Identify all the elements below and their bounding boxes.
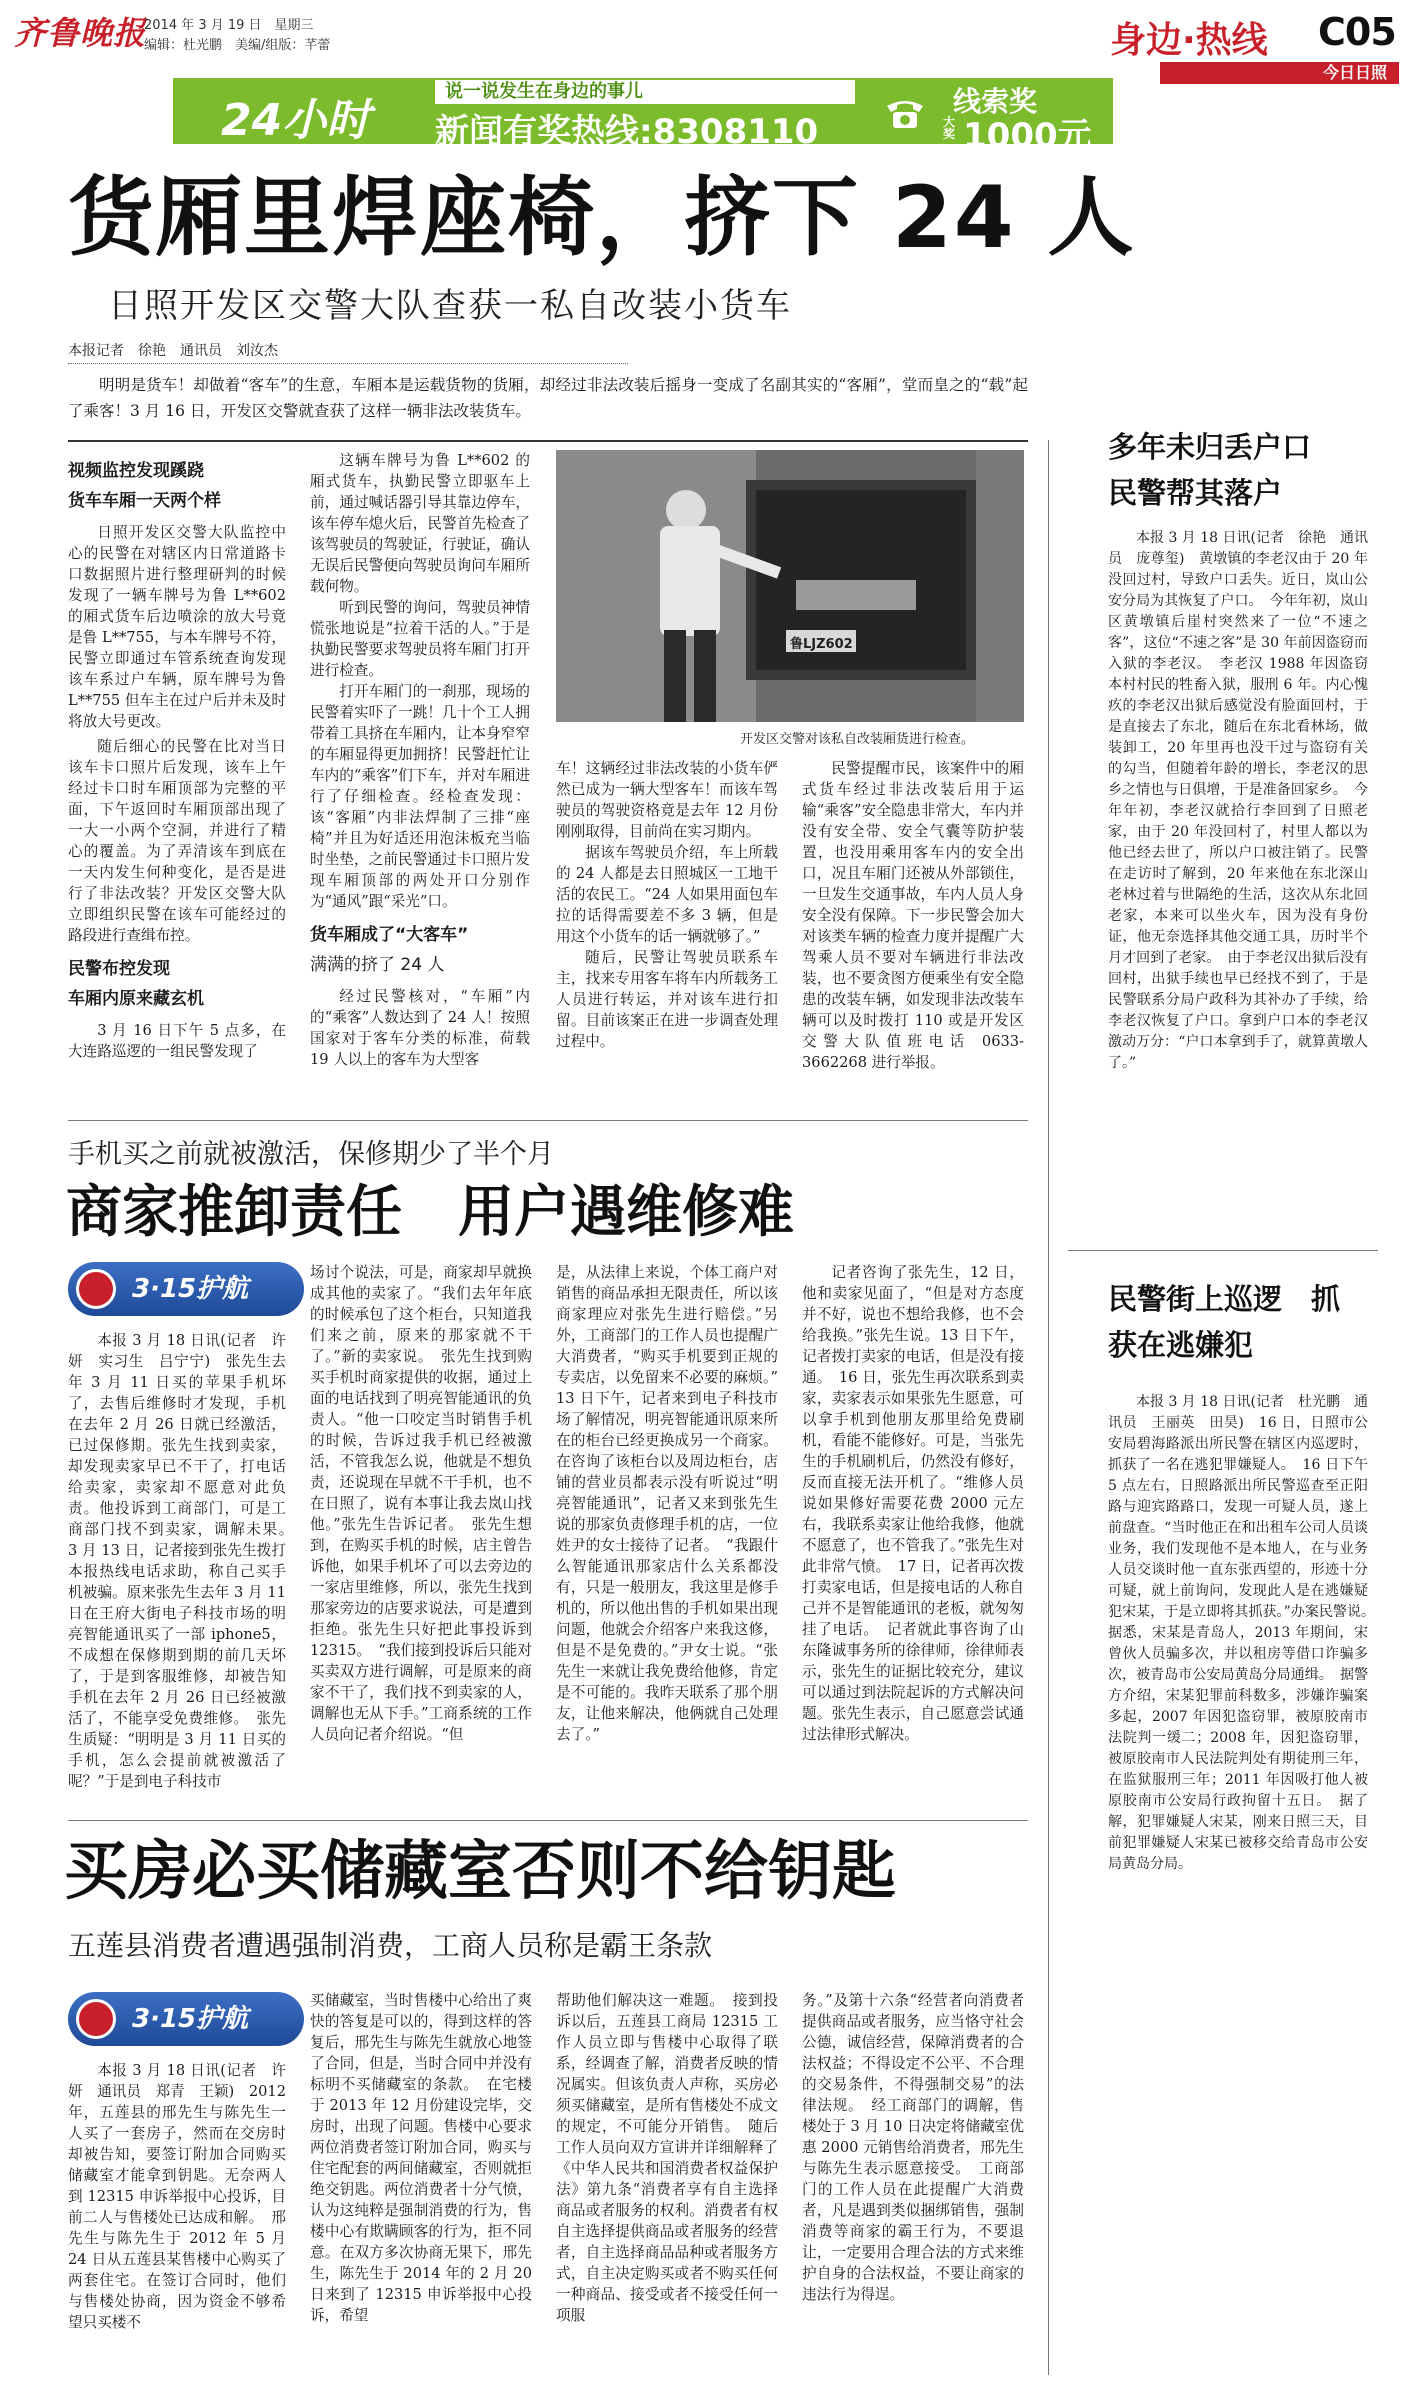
article2-col4	[802, 1262, 1024, 1810]
col3-paragraph: 据该车驾驶员介绍，车上所载的 24 人都是去日照城区一工地干活的农民工。“24 人如果用面包车拉的话得需要差不多 3 辆，但是用这个小货车的话一辆就够了。”	[556, 844, 778, 945]
article2-paragraph: 是，从法律上来说，个体工商户对销售的商品承担无限责任，所以该商家理应对张先生进行赔偿。”另外，工商部门的工作人员也提醒广大消费者，“购买手机要到正规的专卖店，以免留来不必要的麻烦。” 13 日下午，记者来到电子科技市场了解情况，明亮智能通讯原来所在的柜台已经更换成另一个商家。在咨询了该柜台以及周边柜台，店铺的营业员都表示没有听说过“明亮智能通讯”，记者又来到张先生说的那家负责修理手机的店，一位姓尹的女士接待了记者。 “我跟什么智能通讯那家店什么关系都没有，只是一般朋友，我这里是修手机的，所以他出售的手机如果出现问题，他就会介绍客户来我这修，但是不是免费的。”尹女士说。“张先生一来就让我免费给他修，肯定是不可能的。我昨天联系了那个朋友，让他来解决，他俩就自己处理去了。”	[556, 1264, 793, 1743]
col3-paragraph: 随后，民警让驾驶员联系车主，找来专用客车将车内所载务工人员进行转运，并对该车进行扣留。目前该案正在进一步调查处理过程中。	[556, 949, 778, 1050]
article1-lead	[68, 372, 1028, 432]
article2-headline: 商家推卸责任 用户遇维修难	[66, 1180, 794, 1245]
consumer-rights-logo-icon	[76, 1269, 116, 1309]
col2-paragraph: 经过民警核对，“车厢”内的“乘客”人数达到了 24 人！按照国家对于客车分类的标准，荷载 19 人以上的客车为大型客	[310, 988, 530, 1068]
article3-col4	[802, 1990, 1024, 2376]
side1-headline-text: 多年未归丢户口 民警帮其落户	[1108, 430, 1341, 510]
badge-label: 3·15护航	[132, 1274, 249, 1304]
photo-illustration	[556, 450, 1024, 722]
lead-divider	[68, 440, 1028, 442]
article3-col2	[310, 1990, 532, 2376]
photo-plate-number: 鲁LJZ602	[790, 637, 853, 652]
col1-paragraph: 日照开发区交警大队监控中心的民警在对辖区内日常道路卡口数据照片进行整理研判的时候发现了一辆车牌号为鲁 L**602 的厢式货车后边喷涂的放大号竟是鲁 L**755，与本车牌号不符，民警立即通过车管系统查询发现该车系过户车辆，原车牌号为鲁 L**755 但车主在过户后并未及时将放大号更改。	[68, 524, 286, 730]
hotline-number: 新闻有奖热线:8308110	[435, 112, 819, 152]
col3-paragraph: 车！这辆经过非法改装的小货车俨然已成为一辆大型客车！而该车驾驶员的驾驶资格竟是去年 12 月份刚刚取得，目前尚在实习期内。	[556, 760, 778, 840]
article2-paragraph: 场讨个说法，可是，商家却早就换成其他的卖家了。“我们去年年底的时候承包了这个柜台，只知道我们来之前，原来的那家就不干了。”新的卖家说。 张先生找到购买手机时商家提供的收据，通过上面的电话找到了明亮智能通讯的负责人。“他一口咬定当时销售手机的时候，告诉过我手机已经被激活，不管我怎么说，他就是不想负责，还说现在早就不干手机，也不在日照了，说有本事让我去岚山找他。”张先生告诉记者。 张先生想到，在购买手机的时候，店主曾告诉他，如果手机坏了可以去旁边的一家店里维修，所以，张先生找到那家旁边的店要求说法，可是遭到拒绝。张先生只好把此事投诉到 12315。 “我们接到投诉后只能对买卖双方进行调解，可是原来的商家不干了，我们找不到卖家的人，调解也无从下手。”工商系统的工作人员向记者介绍说。“但	[310, 1264, 532, 1743]
col1-paragraph: 3 月 16 日下午 5 点多，在大连路巡逻的一组民警发现了	[68, 1022, 286, 1060]
col1-subhead-4: 车厢内原来藏玄机	[68, 989, 204, 1009]
article3-top-rule	[68, 1820, 1028, 1821]
hotline-banner	[173, 78, 1113, 156]
hotline-brand: 24小时	[221, 95, 371, 146]
article2-col1	[68, 1330, 301, 1810]
badge-315-protection	[68, 1262, 304, 1316]
article2-paragraph: 本报 3 月 18 日讯(记者 许妍 实习生 吕宁宁) 张先生去年 3 月 11 日买的苹果手机坏了，去售后维修时才发现，手机在去年 2 月 26 日就已经激活，已过保修期。张先生找到卖家，却发现卖家早已不干了，打电话给卖家，卖家却不愿意对此负责。他投诉到工商部门，可是工商部门找不到卖家，调解未果。 3 月 13 日，记者接到张先生拨打本报热线电话求助，称自己买手机被骗。原来张先生去年 3 月 11 日在王府大街电子科技市场的明亮智能通讯买了一部 iphone5，不成想在保修期到期的前几天坏了，于是到客服维修，却被告知手机在去年 2 月 26 日已经被激活了，不能享受免费维修。 张先生质疑：“明明是 3 月 11 日买的手机，怎么会提前就被激活了呢？”于是到电子科技市	[68, 1332, 301, 1790]
article1-col4	[802, 758, 1024, 1096]
news-photo	[556, 450, 1024, 722]
consumer-rights-logo-icon	[76, 1999, 116, 2039]
article3-paragraph: 买储藏室，当时售楼中心给出了爽快的答复是可以的，得到这样的答复后，邢先生与陈先生就放心地签了合同，但是，当时合同中并没有标明不买储藏室的条款。 在宅楼于 2013 年 12 月份建设完毕，交房时，出现了问题。售楼中心要求两位消费者签订附加合同，购买与住宅配套的两间储藏室，否则就拒绝交钥匙。两位消费者十分气愤，认为这纯粹是强制消费的行为，售楼中心有欺瞒顾客的行为，拒不同意。在双方多次协商无果下，邢先生，陈先生于 2014 年的 2 月 20 日来到了 12315 申诉举报中心投诉，希望	[310, 1992, 532, 2324]
side2-headline	[1108, 1276, 1368, 1368]
article1-col1	[68, 456, 286, 1096]
col2-paragraph: 这辆车牌号为鲁 L**602 的厢式货车，执勤民警立即驱车上前，通过喊话器引导其靠边停车，该车停车熄火后，民警首先检查了该驾驶员的驾驶证，行驶证，确认无误后民警便向驾驶员询问车厢所载何物。	[310, 452, 530, 595]
side2-body	[1108, 1392, 1382, 2352]
col2-paragraph: 听到民警的询问，驾驶员神情慌张地说是“拉着干活的人。”于是执勤民警要求驾驶员将车厢门打开进行检查。	[310, 599, 530, 679]
editor-line: 编辑：杜光鹏 美编/组版：芊蕾	[144, 38, 331, 53]
col1-paragraph: 随后细心的民警在比对当日该车卡口照片后发现，该车上午经过卡口时车厢顶部为完整的平面，下午返回时车厢顶部出现了一大一小两个空洞，并进行了精心的覆盖。为了弄清该车到底在一天内发生何种变化，是否是进行了非法改装？开发区交警大队立即组织民警在该车可能经过的路段进行查缉布控。	[68, 738, 286, 944]
section-title: 身边·热线	[1110, 20, 1268, 61]
article3-col3	[556, 1990, 778, 2376]
article3-paragraph: 本报 3 月 18 日讯(记者 许妍 通讯员 郑青 王颖) 2012 年，五莲县的邢先生与陈先生一人买了一套房子，然而在交房时却被告知，要签订附加合同购买储藏室才能拿到钥匙。无奈两人到 12315 申诉举报中心投诉，目前二人与售楼处已达成和解。 邢先生与陈先生于 2012 年 5 月 24 日从五莲县某售楼中心购买了两套住宅。在签订合同时，他们与售楼处协商，因为资金不够希望只买楼不	[68, 2062, 286, 2331]
photo-caption: 开发区交警对该私自改装厢货进行检查。	[740, 732, 975, 747]
article3-paragraph: 务。”及第十六条“经营者向消费者提供商品或者服务，应当恪守社会公德，诚信经营，保障消费者的合法权益；不得设定不公平、不合理的交易条件，不得强制交易”的法律法规。 经工商部门的调解，售楼处于 3 月 10 日决定将储藏室优惠 2000 元销售给消费者，邢先生与陈先生表示愿意接受。 工商部门的工作人员在此提醒广大消费者，凡是遇到类似捆绑销售，强制消费等商家的霸王行为，不要退让，一定要用合理合法的方式来维护自身的合法权益，不要让商家的违法行为得逞。	[802, 1992, 1024, 2303]
article1-col2	[310, 450, 530, 1096]
article1-col3	[556, 758, 778, 1096]
reward-label: 线索奖	[953, 85, 1038, 118]
hotline-slogan: 说一说发生在身边的事儿	[435, 80, 855, 104]
date-line: 2014 年 3 月 19 日 星期三	[144, 18, 314, 33]
page-number: C05	[1318, 10, 1396, 54]
side1-paragraph: 本报 3 月 18 日讯(记者 徐艳 通讯员 庞尊玺) 黄墩镇的李老汉由于 20 年没回过村，导致户口丢失。近日，岚山公安分局为其恢复了户口。 今年年初，岚山区黄墩镇后崖村突然来了一位“不速之客”，这位“不速之客”是 30 年前因盗窃而入狱的李老汉。 李老汉 1988 年因盗窃本村村民的牲畜入狱，服刑 6 年。内心愧疚的李老汉出狱后感觉没有脸面回村，于是直接去了东北，随后在东北看林场，做装卸工，20 年里再也没干过与盗窃有关的勾当，但随着年龄的增长，李老汉的思乡之情也与日俱增，于是准备回家乡。 今年年初，李老汉就拾行李回到了日照老家，由于 20 年没回村了，村里人都以为他已经去世了，所以户口被注销了。民警在走访时了解到，20 年来他在东北深山老林过着与世隔绝的生活，这次从东北回老家，本来可以坐火车，因为没有身份证，他无奈选择其他交通工具，历时半个月才回到了老家。 由于李老汉出狱后没有回村，出狱手续也早已经找不到了，于是民警联系分局户政科为其补办了手续，给李老汉恢复了户口。拿到户口本的李老汉激动万分：“户口本拿到手了，就算黄墩人了。”	[1108, 530, 1368, 1071]
article2-col2	[310, 1262, 532, 1810]
side2-paragraph: 本报 3 月 18 日讯(记者 杜光鹏 通讯员 王丽英 田昊) 16 日，日照市公安局碧海路派出所民警在辖区内巡逻时，抓获了一名在逃犯罪嫌疑人。 16 日下午 5 点左右，日照路派出所民警巡查至正阳路与迎宾路路口，发现一可疑人员，遂上前盘查。“当时他正在和出租车公司人员谈业务，我们发现他不是本地人，在与业务人员交谈时他一直东张西望的，形迹十分可疑，就上前询问，发现此人是在逃嫌疑犯宋某，于是立即将其抓获。”办案民警说。 据悉，宋某是青岛人，2013 年期间，宋曾伙人员骗多次，并以租房等借口诈骗多次，被青岛市公安局黄岛分局通缉。 据警方介绍，宋某犯罪前科数多，涉嫌诈骗案多起，2007 年因犯盗窃罪，被原胶南市法院判一缓二；2008 年，因犯盗窃罪，被原胶南市人民法院判处有期徒刑三年，在监狱服刑三年；2011 年因吸打他人被原胶南市公安局行政拘留十五日。 据了解，犯罪嫌疑人宋某，刚来日照三天，目前犯罪嫌疑人宋某已被移交给青岛市公安局黄岛分局。	[1108, 1394, 1382, 1872]
col4-paragraph: 民警提醒市民，该案件中的厢式货车经过非法改装后用于运输“乘客”安全隐患非常大，车内并没有安全带、安全气囊等防护装置，也没用乘用客车内的安全出口，况且车厢门还被从外部锁住，一旦发生交通事故，车内人员人身安全没有保障。下一步民警会加大对该类车辆的检查力度并提醒广大驾乘人员不要对车辆进行非法改装，也不要贪图方便乘坐有安全隐患的改装车辆，如发现非法改装车辆可以及时拨打 110 或是开发区交警大队值班电话 0633-3662268 进行举报。	[802, 760, 1024, 1071]
lead-paragraph: 明明是货车！却做着“客车”的生意，车厢本是运载货物的货厢，却经过非法改装后摇身一变成了名副其实的“客厢”，堂而皇之的“载”起了乘客！3 月 16 日，开发区交警就查获了这样一辆非法改装货车。	[68, 376, 1028, 420]
article3-subheadline: 五莲县消费者遭遇强制消费，工商人员称是霸王条款	[68, 1929, 713, 1962]
telephone-icon	[883, 96, 927, 130]
article1-byline: 本报记者 徐艳 通讯员 刘汝杰	[68, 340, 628, 364]
article3-headline: 买房必买储藏室否则不给钥匙	[64, 1835, 896, 1909]
article2-paragraph: 记者咨询了张先生，12 日，他和卖家见面了，“但是对方态度并不好，说也不想给我修，也不会给我换。”张先生说。13 日下午，记者拨打卖家的电话，但是没有接通。 16 日，张先生再次联系到卖家，卖家表示如果张先生愿意，可以拿手机到他朋友那里给免费刷机，看能不能修好。可是，当张先生的手机刷机后，仍然没有修好，反而直接无法开机了。“维修人员说如果修好需要花费 2000 元左右，我联系卖家让他给我修，他就不愿意了，也不管我了。”张先生对此非常气愤。 17 日，记者再次拨打卖家电话，但是接电话的人称自己并不是智能通讯的老板，就匆匆挂了电话。 记者就此事咨询了山东隆诚事务所的徐律师，徐律师表示，张先生的证据比较充分，建议可以通过到法院起诉的方式解决问题。张先生表示，自己愿意尝试通过法律形式解决。	[802, 1264, 1024, 1743]
paper-name-logo: 齐鲁晚报	[14, 14, 147, 52]
col1-subhead-2: 货车车厢一天两个样	[68, 491, 221, 511]
article2-kicker: 手机买之前就被激活，保修期少了半个月	[68, 1139, 554, 1170]
side2-top-rule	[1068, 1250, 1378, 1251]
article3-col1	[68, 2060, 286, 2376]
main-column-divider	[1048, 440, 1049, 2375]
edition-badge: 今日日照	[1160, 62, 1399, 84]
reward-amount: 1000元	[963, 116, 1092, 156]
reward-prefix: 大奖	[943, 115, 956, 141]
col1-subhead-1: 视频监控发现蹊跷	[68, 461, 204, 481]
col2-subhead-2: 满满的挤了 24 人	[310, 955, 445, 975]
article2-top-rule	[68, 1120, 1028, 1121]
badge-315-protection	[68, 1992, 304, 2046]
side2-headline-text: 民警街上巡逻 抓获在逃嫌犯	[1108, 1282, 1341, 1362]
side1-headline	[1108, 424, 1368, 516]
col2-subhead-1: 货车厢成了“大客车”	[310, 925, 469, 945]
article3-paragraph: 帮助他们解决这一难题。 接到投诉以后，五莲县工商局 12315 工作人员立即与售楼中心取得了联系，经调查了解，消费者反映的情况属实。但该负责人声称，买房必须买储藏室，是所有售楼处不成文的规定，不可能分开销售。 随后工作人员向双方宣讲并详细解释了《中华人民共和国消费者权益保护法》第九条“消费者享有自主选择商品或者服务的权利。消费者有权自主选择提供商品或者服务的经营者，自主选择商品品种或者服务方式，自主决定购买或者不购买任何一种商品、接受或者不接受任何一项服	[556, 1992, 778, 2324]
masthead	[0, 0, 1409, 82]
article1-subheadline: 日照开发区交警大队查获一私自改装小货车	[108, 286, 792, 326]
article1-headline: 货厢里焊座椅，挤下 24 人	[68, 168, 1136, 268]
side1-body	[1108, 528, 1368, 1198]
badge-label: 3·15护航	[132, 2004, 249, 2034]
col1-subhead-3: 民警布控发现	[68, 959, 170, 979]
col2-paragraph: 打开车厢门的一刹那，现场的民警着实吓了一跳！几十个工人拥带着工具挤在车厢内，让本身窄窄的车厢显得更加拥挤！民警赶忙让车内的“乘客”们下车，并对车厢进行了仔细检查。经检查发现：该“客厢”内非法焊制了三排“座椅”并且为好适还用泡沫板充当临时坐垫，之前民警通过卡口照片发现车厢顶部的两处开口分别作为“通风”跟“采光”口。	[310, 683, 530, 910]
article2-col3	[556, 1262, 793, 1810]
